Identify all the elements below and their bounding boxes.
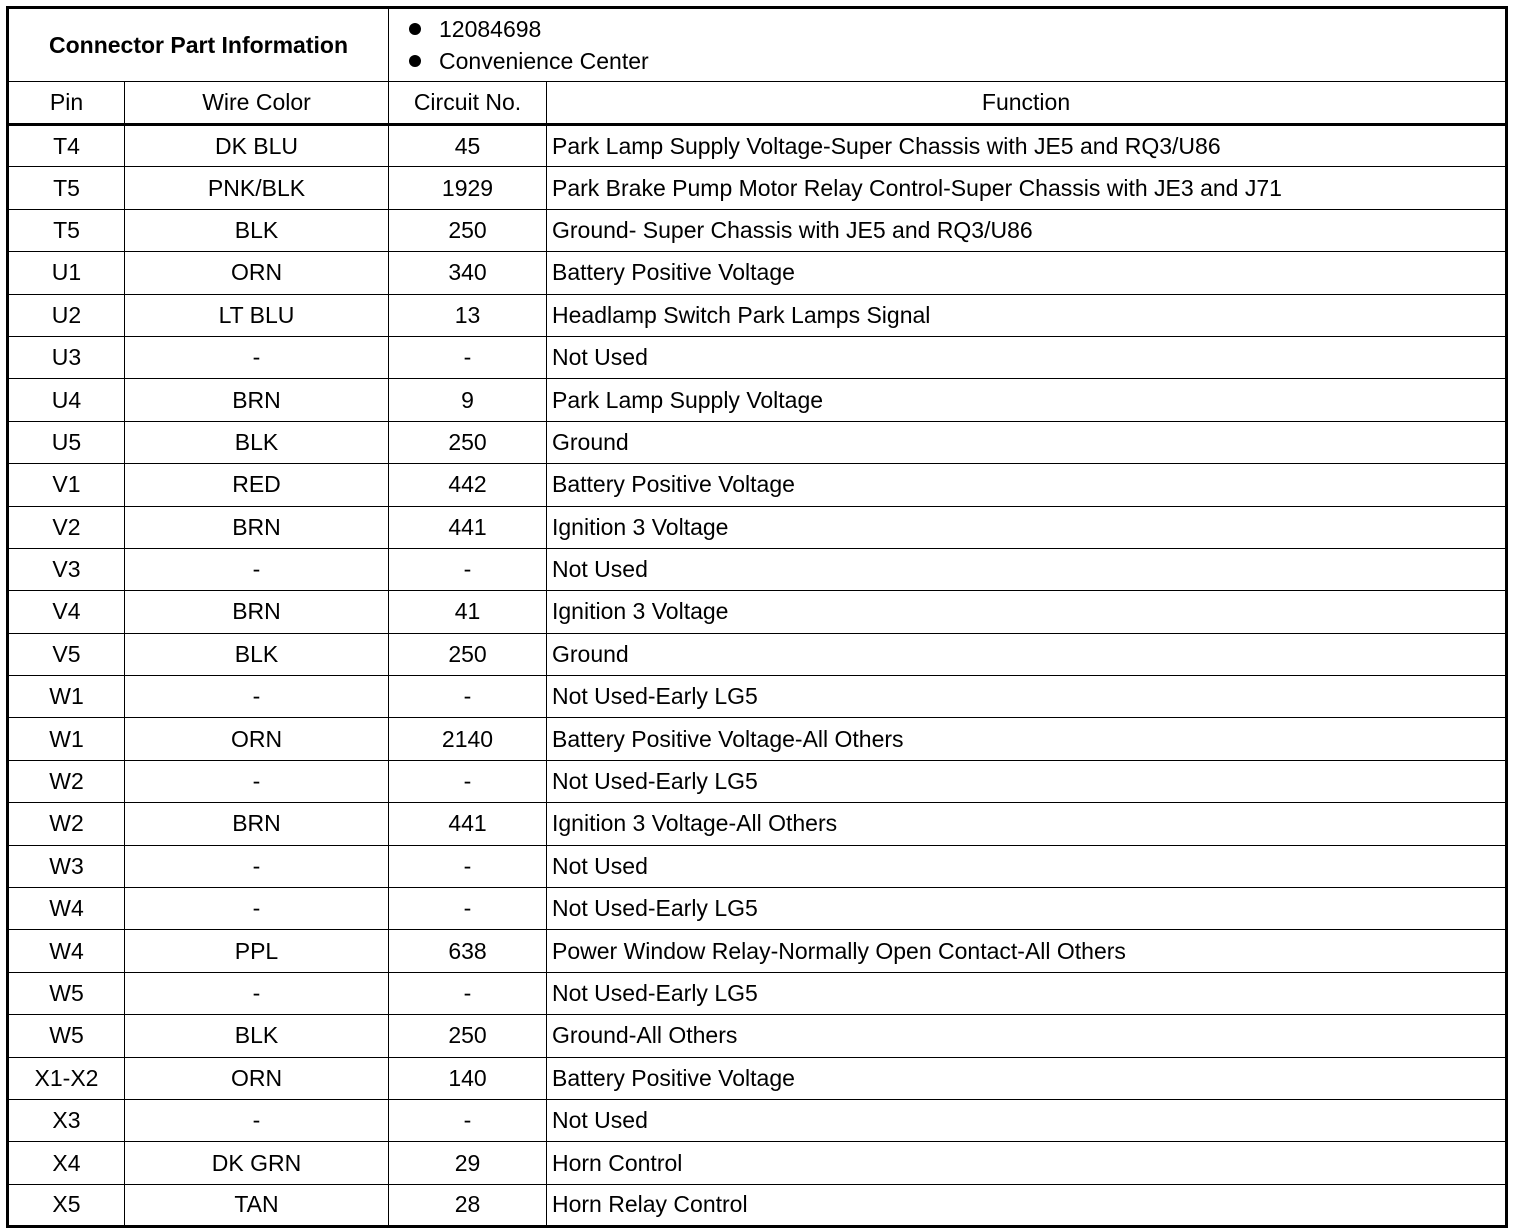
header-function: Function bbox=[547, 82, 1507, 125]
circuit-cell: 250 bbox=[389, 1015, 547, 1057]
pin-cell: W4 bbox=[8, 888, 125, 930]
wire-color-cell: - bbox=[125, 548, 389, 590]
wire-color-cell: PNK/BLK bbox=[125, 167, 389, 209]
circuit-cell: 29 bbox=[389, 1142, 547, 1184]
wire-color-cell: BRN bbox=[125, 591, 389, 633]
circuit-cell: 13 bbox=[389, 294, 547, 336]
wire-color-cell: BLK bbox=[125, 209, 389, 251]
wire-color-cell: ORN bbox=[125, 252, 389, 294]
pin-cell: U3 bbox=[8, 336, 125, 378]
circuit-cell: - bbox=[389, 1099, 547, 1141]
wire-color-cell: BRN bbox=[125, 379, 389, 421]
function-cell: Horn Relay Control bbox=[547, 1184, 1507, 1226]
table-row bbox=[8, 845, 1507, 887]
function-cell: Ignition 3 Voltage bbox=[547, 591, 1507, 633]
function-cell: Not Used-Early LG5 bbox=[547, 888, 1507, 930]
function-cell: Not Used-Early LG5 bbox=[547, 676, 1507, 718]
wire-color-cell: ORN bbox=[125, 718, 389, 760]
table-row bbox=[8, 803, 1507, 845]
table-row bbox=[8, 591, 1507, 633]
circuit-cell: 9 bbox=[389, 379, 547, 421]
pin-cell: V1 bbox=[8, 464, 125, 506]
table-body bbox=[8, 125, 1507, 1227]
pin-cell: W3 bbox=[8, 845, 125, 887]
pin-cell: U1 bbox=[8, 252, 125, 294]
table-row bbox=[8, 1015, 1507, 1057]
table-row bbox=[8, 125, 1507, 167]
wire-color-cell: - bbox=[125, 845, 389, 887]
pin-cell: X4 bbox=[8, 1142, 125, 1184]
function-cell: Headlamp Switch Park Lamps Signal bbox=[547, 294, 1507, 336]
circuit-cell: 340 bbox=[389, 252, 547, 294]
circuit-cell: 250 bbox=[389, 421, 547, 463]
pin-cell: U5 bbox=[8, 421, 125, 463]
pin-cell: T5 bbox=[8, 209, 125, 251]
pin-cell: T5 bbox=[8, 167, 125, 209]
wire-color-cell: - bbox=[125, 972, 389, 1014]
pin-cell: W5 bbox=[8, 1015, 125, 1057]
pin-cell: X3 bbox=[8, 1099, 125, 1141]
function-cell: Park Lamp Supply Voltage bbox=[547, 379, 1507, 421]
circuit-cell: 140 bbox=[389, 1057, 547, 1099]
pin-cell: W4 bbox=[8, 930, 125, 972]
bullet-icon bbox=[409, 55, 421, 67]
circuit-cell: - bbox=[389, 972, 547, 1014]
connector-table bbox=[6, 6, 1508, 1228]
pin-cell: W5 bbox=[8, 972, 125, 1014]
wire-color-cell: - bbox=[125, 1099, 389, 1141]
function-cell: Not Used bbox=[547, 1099, 1507, 1141]
connector-info-list bbox=[389, 8, 1507, 82]
function-cell: Not Used bbox=[547, 845, 1507, 887]
table-row bbox=[8, 506, 1507, 548]
connector-info-label: Connector Part Information bbox=[8, 8, 389, 82]
table-row bbox=[8, 209, 1507, 251]
table-row bbox=[8, 760, 1507, 802]
circuit-cell: 638 bbox=[389, 930, 547, 972]
table-row bbox=[8, 1142, 1507, 1184]
wire-color-cell: - bbox=[125, 676, 389, 718]
circuit-cell: 28 bbox=[389, 1184, 547, 1226]
wire-color-cell: DK BLU bbox=[125, 125, 389, 167]
pin-cell: W1 bbox=[8, 676, 125, 718]
wire-color-cell: DK GRN bbox=[125, 1142, 389, 1184]
wire-color-cell: - bbox=[125, 336, 389, 378]
connector-description: Convenience Center bbox=[439, 48, 649, 74]
wire-color-cell: BRN bbox=[125, 803, 389, 845]
circuit-cell: 441 bbox=[389, 803, 547, 845]
table-row bbox=[8, 1099, 1507, 1141]
function-cell: Not Used bbox=[547, 336, 1507, 378]
table-row bbox=[8, 167, 1507, 209]
table-row bbox=[8, 294, 1507, 336]
function-cell: Ground-All Others bbox=[547, 1015, 1507, 1057]
function-cell: Ground- Super Chassis with JE5 and RQ3/U86 bbox=[547, 209, 1507, 251]
circuit-cell: - bbox=[389, 845, 547, 887]
circuit-cell: - bbox=[389, 676, 547, 718]
function-cell: Not Used-Early LG5 bbox=[547, 972, 1507, 1014]
table-row bbox=[8, 676, 1507, 718]
table-row bbox=[8, 421, 1507, 463]
pin-cell: U2 bbox=[8, 294, 125, 336]
connector-item bbox=[409, 45, 1505, 77]
table-row bbox=[8, 888, 1507, 930]
table-row bbox=[8, 633, 1507, 675]
circuit-cell: 442 bbox=[389, 464, 547, 506]
function-cell: Battery Positive Voltage bbox=[547, 1057, 1507, 1099]
table-row bbox=[8, 379, 1507, 421]
function-cell: Not Used-Early LG5 bbox=[547, 760, 1507, 802]
wire-color-cell: BLK bbox=[125, 1015, 389, 1057]
connector-item bbox=[409, 13, 1505, 45]
function-cell: Horn Control bbox=[547, 1142, 1507, 1184]
pin-cell: W2 bbox=[8, 803, 125, 845]
function-cell: Battery Positive Voltage-All Others bbox=[547, 718, 1507, 760]
circuit-cell: 250 bbox=[389, 633, 547, 675]
wire-color-cell: - bbox=[125, 888, 389, 930]
table-row bbox=[8, 336, 1507, 378]
function-cell: Battery Positive Voltage bbox=[547, 252, 1507, 294]
wire-color-cell: RED bbox=[125, 464, 389, 506]
wire-color-cell: - bbox=[125, 760, 389, 802]
function-cell: Park Brake Pump Motor Relay Control-Super Chassis with JE3 and J71 bbox=[547, 167, 1507, 209]
pin-cell: X1-X2 bbox=[8, 1057, 125, 1099]
function-cell: Ignition 3 Voltage-All Others bbox=[547, 803, 1507, 845]
pin-cell: V5 bbox=[8, 633, 125, 675]
table-row bbox=[8, 1184, 1507, 1226]
circuit-cell: 45 bbox=[389, 125, 547, 167]
table-row bbox=[8, 464, 1507, 506]
circuit-cell: - bbox=[389, 760, 547, 802]
bullet-icon bbox=[409, 23, 421, 35]
pin-cell: T4 bbox=[8, 125, 125, 167]
wire-color-cell: PPL bbox=[125, 930, 389, 972]
pin-cell: V3 bbox=[8, 548, 125, 590]
function-cell: Park Lamp Supply Voltage-Super Chassis with JE5 and RQ3/U86 bbox=[547, 125, 1507, 167]
table-row bbox=[8, 718, 1507, 760]
table-row bbox=[8, 972, 1507, 1014]
function-cell: Battery Positive Voltage bbox=[547, 464, 1507, 506]
circuit-cell: 250 bbox=[389, 209, 547, 251]
part-number: 12084698 bbox=[439, 16, 542, 42]
pin-cell: V2 bbox=[8, 506, 125, 548]
wire-color-cell: BLK bbox=[125, 421, 389, 463]
circuit-cell: 41 bbox=[389, 591, 547, 633]
circuit-cell: - bbox=[389, 336, 547, 378]
table-row bbox=[8, 252, 1507, 294]
pin-cell: W1 bbox=[8, 718, 125, 760]
wire-color-cell: BRN bbox=[125, 506, 389, 548]
wire-color-cell: LT BLU bbox=[125, 294, 389, 336]
wire-color-cell: BLK bbox=[125, 633, 389, 675]
function-cell: Power Window Relay-Normally Open Contact-All Others bbox=[547, 930, 1507, 972]
function-cell: Ground bbox=[547, 421, 1507, 463]
function-cell: Ground bbox=[547, 633, 1507, 675]
function-cell: Not Used bbox=[547, 548, 1507, 590]
wire-color-cell: ORN bbox=[125, 1057, 389, 1099]
table-row bbox=[8, 1057, 1507, 1099]
pin-cell: X5 bbox=[8, 1184, 125, 1226]
circuit-cell: 441 bbox=[389, 506, 547, 548]
circuit-cell: 2140 bbox=[389, 718, 547, 760]
pin-cell: V4 bbox=[8, 591, 125, 633]
column-header-row bbox=[8, 82, 1507, 125]
pin-cell: W2 bbox=[8, 760, 125, 802]
function-cell: Ignition 3 Voltage bbox=[547, 506, 1507, 548]
table-row bbox=[8, 548, 1507, 590]
header-pin: Pin bbox=[8, 82, 125, 125]
table-row bbox=[8, 930, 1507, 972]
pin-cell: U4 bbox=[8, 379, 125, 421]
circuit-cell: 1929 bbox=[389, 167, 547, 209]
header-circuit: Circuit No. bbox=[389, 82, 547, 125]
circuit-cell: - bbox=[389, 888, 547, 930]
connector-info-row bbox=[8, 8, 1507, 82]
header-wire-color: Wire Color bbox=[125, 82, 389, 125]
wire-color-cell: TAN bbox=[125, 1184, 389, 1226]
circuit-cell: - bbox=[389, 548, 547, 590]
